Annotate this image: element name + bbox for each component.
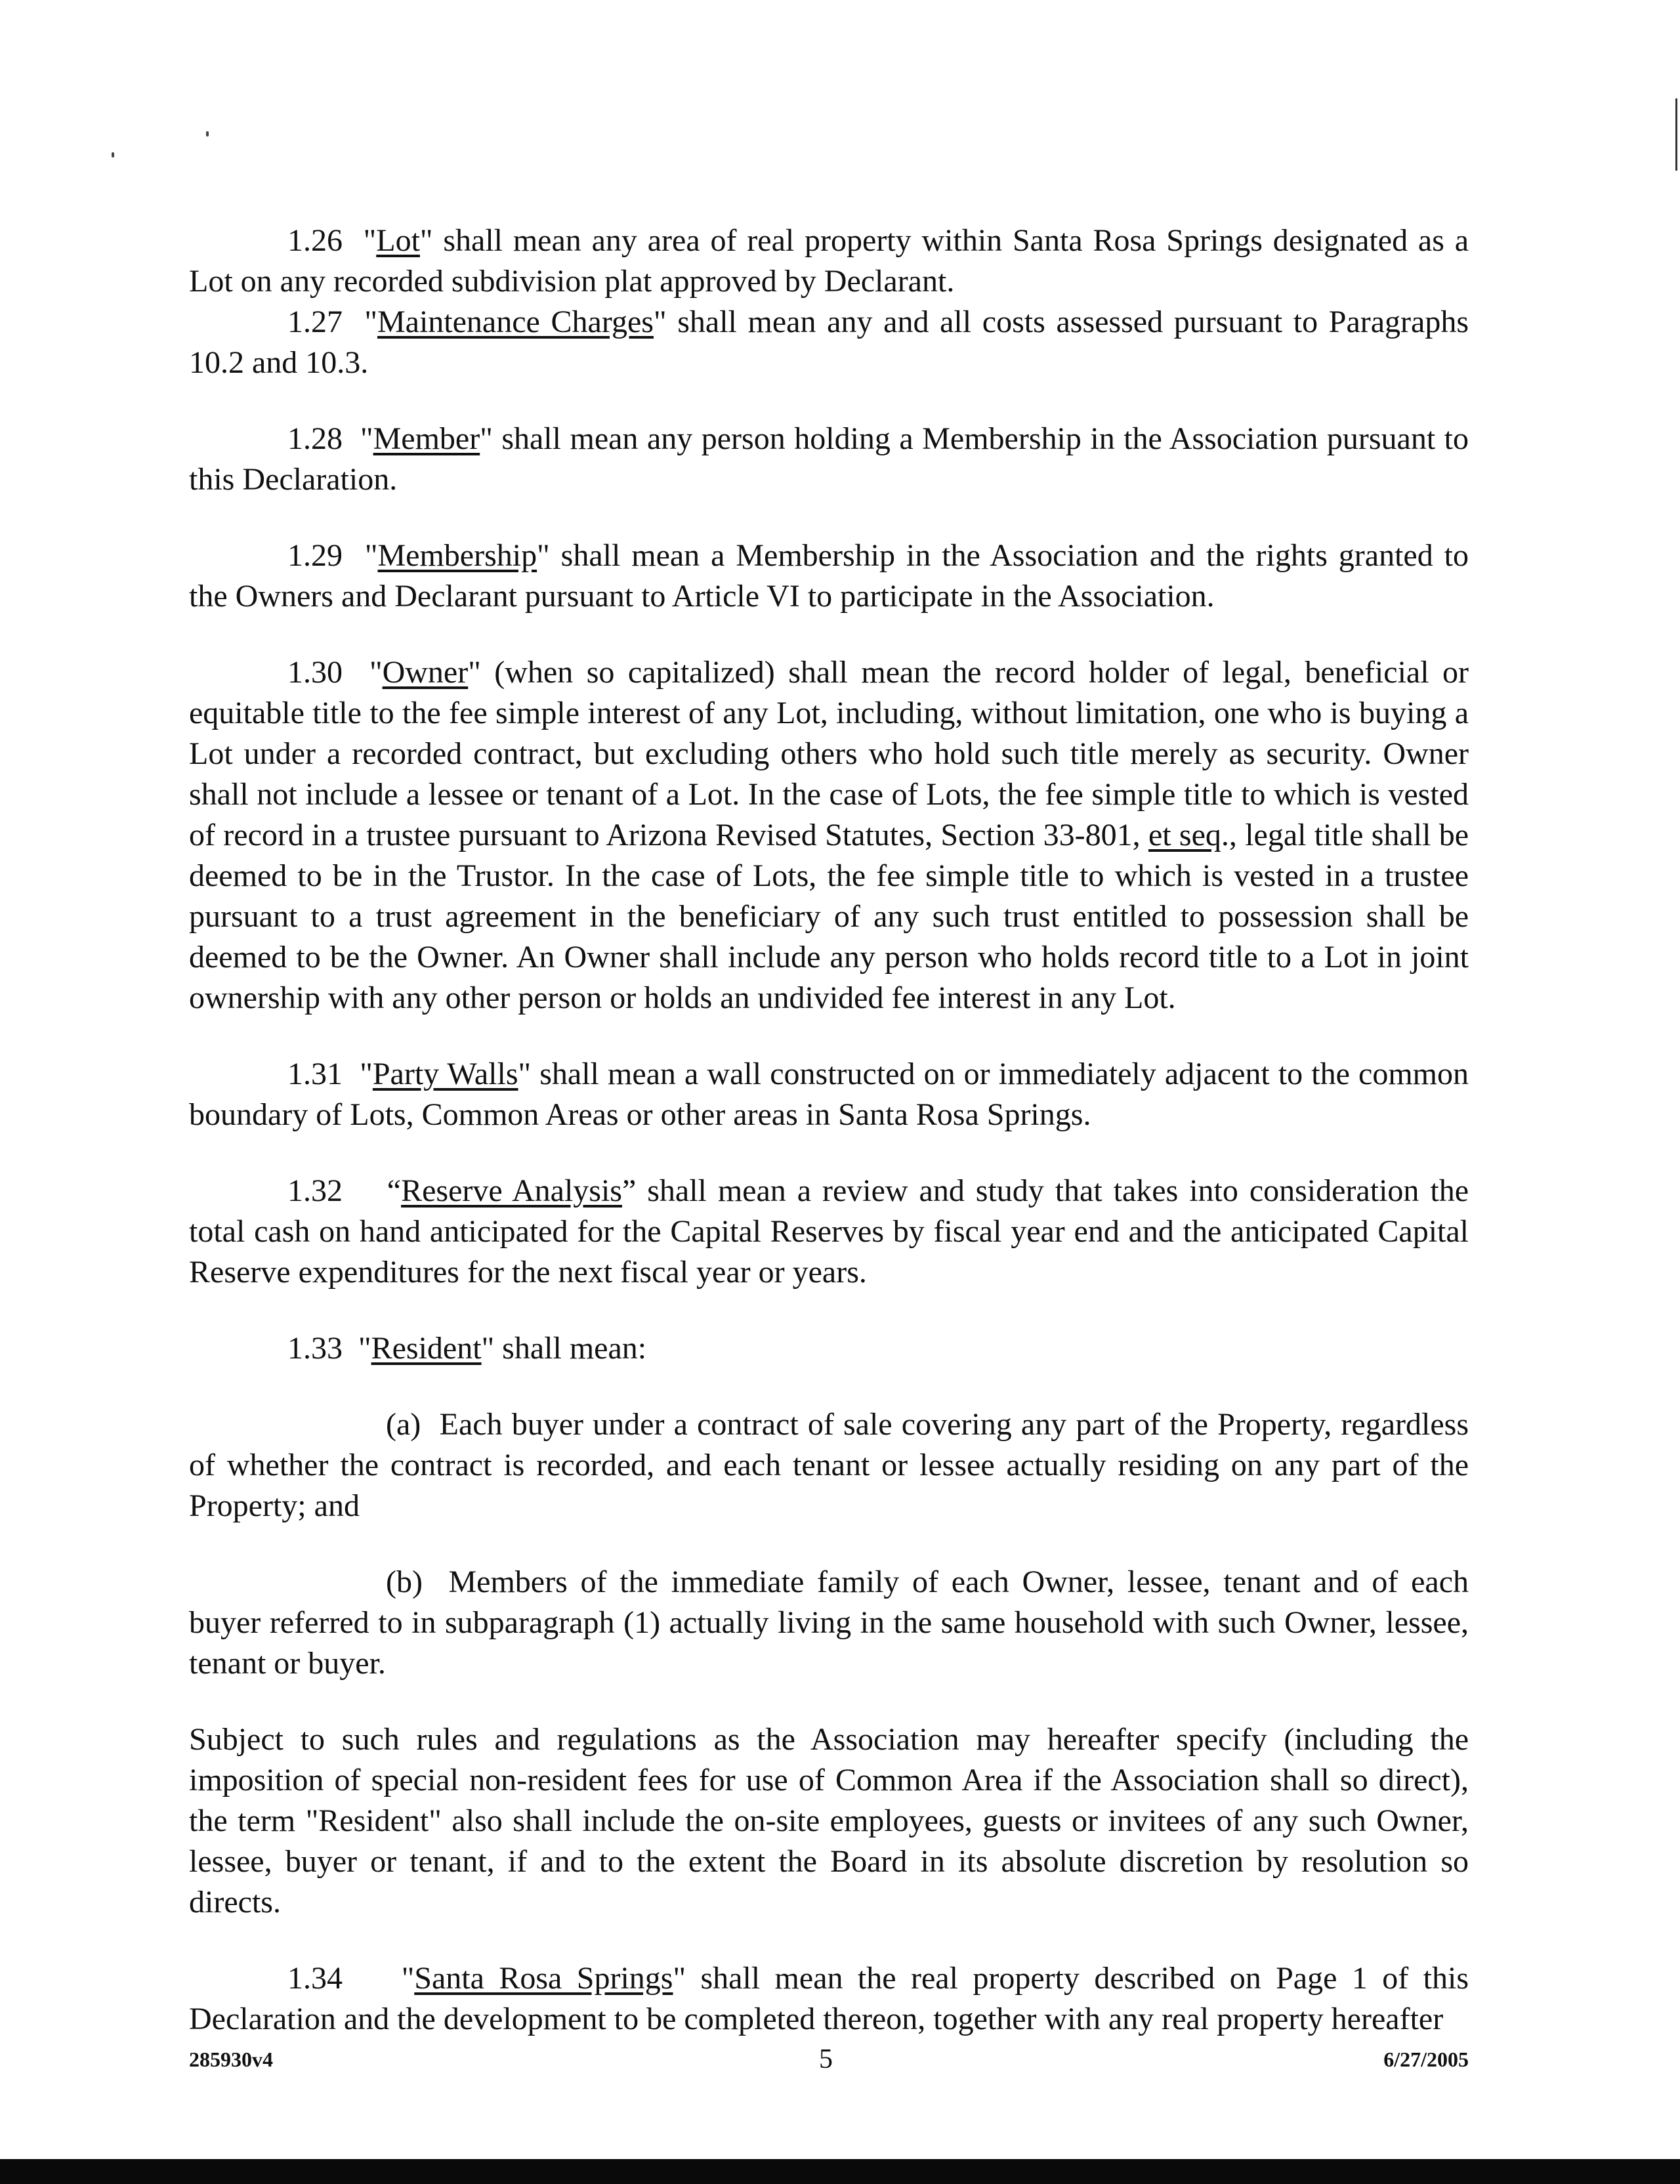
subparagraph-b: (b) Members of the immediate family of each Owner, lessee, tenant and of each buyer referred to in subparagraph (1) actually living in the same household with such Owner, lessee, tenant or buyer. [189,1564,1469,1681]
defined-term: Member [373,421,480,456]
definition-number: 1.32 [287,1173,343,1208]
definition-1-30: 1.30 "Owner" (when so capitalized) shall mean the record holder of legal, beneficial or equitable title to the fee simple interest of any Lot, including, without limitation, one who is buying a Lot under a recorded contract, but excluding others who hold such title merely as security. Owner shall not include a lessee or tenant of a Lot. In the case of Lots, the fee simple title to which is vested of record in a trustee pursuant to Arizona Revised Statutes, Section 33-801, et seq., legal title shall be deemed to be in the Trustor. In the case of Lots, the fee simple title to which is vested in a trustee pursuant to a trust agreement in the beneficiary of any such trust entitled to possession shall be deemed to be the Owner. An Owner shall include any person who holds record title to a Lot in joint ownership with any other person or holds an undivided fee interest in any Lot. [189,655,1469,1015]
scan-speck [206,131,209,136]
subparagraph-label: (a) [386,1407,421,1442]
defined-term: Party Walls [372,1057,518,1091]
definition-1-29: 1.29 "Membership" shall mean a Membership in the Association and the rights granted to the Owners and Declarant pursuant to Article VI to participate in the Association. [189,538,1469,614]
defined-term: Resident [371,1331,482,1366]
definition-1-33: 1.33 "Resident" shall mean: [287,1331,647,1366]
document-id: 285930v4 [189,2048,273,2071]
definition-number: 1.28 [287,421,343,456]
definition-number: 1.29 [287,538,343,573]
definition-number: 1.26 [287,223,343,258]
definition-1-34: 1.34 "Santa Rosa Springs" shall mean the real property described on Page 1 of this Declaration and the development to be completed thereon, together with any real property hereafter [189,1961,1469,2036]
resident-note: Subject to such rules and regulations as the Association may hereafter specify (including the imposition of special non-resident fees for use of Common Area if the Association shall so direct), the term "Resident" also shall include the on-site employees, guests or invitees of any such Owner, lessee, buyer or tenant, if and to the extent the Board in its absolute discretion by resolution so directs. [189,1722,1469,1920]
definition-number: 1.33 [287,1331,343,1366]
definition-number: 1.30 [287,655,343,690]
defined-term: Maintenance Charges [377,304,654,339]
page-footer [189,2044,1469,2080]
document-date: 6/27/2005 [1383,2048,1469,2071]
scan-bottom-border [0,2159,1680,2184]
definition-number: 1.34 [287,1961,343,1996]
definition-1-32: 1.32 “Reserve Analysis” shall mean a review and study that takes into consideration the total cash on hand anticipated for the Capital Reserves by fiscal year end and the anticipated Capital Reserve expenditures for the next fiscal year or years. [189,1173,1469,1290]
latin-term: et seq [1148,818,1221,852]
page-number: 5 [819,2044,833,2074]
definition-1-26: 1.26 "Lot" shall mean any area of real property within Santa Rosa Springs designated as a Lot on any recorded subdivision plat approved by Declarant. [189,223,1469,299]
scan-speck [112,152,114,158]
defined-term: Reserve Analysis [401,1173,622,1208]
definition-1-27: 1.27 "Maintenance Charges" shall mean any and all costs assessed pursuant to Paragraphs 10.2 and 10.3. [189,304,1469,380]
defined-term: Santa Rosa Springs [414,1961,673,1996]
subparagraph-label: (b) [386,1564,423,1599]
defined-term: Owner [382,655,469,690]
definition-number: 1.31 [287,1057,343,1091]
definition-1-31: 1.31 "Party Walls" shall mean a wall constructed on or immediately adjacent to the common boundary of Lots, Common Areas or other areas in Santa Rosa Springs. [189,1057,1469,1132]
scan-edge-mark [1675,98,1677,171]
document-body [189,220,1469,2040]
defined-term: Lot [376,223,420,258]
definition-1-28: 1.28 "Member" shall mean any person holding a Membership in the Association pursuant to this Declaration. [189,421,1469,497]
defined-term: Membership [377,538,537,573]
definition-number: 1.27 [287,304,343,339]
subparagraph-a: (a) Each buyer under a contract of sale covering any part of the Property, regardless of whether the contract is recorded, and each tenant or lessee actually residing on any part of the Property; and [189,1407,1469,1523]
